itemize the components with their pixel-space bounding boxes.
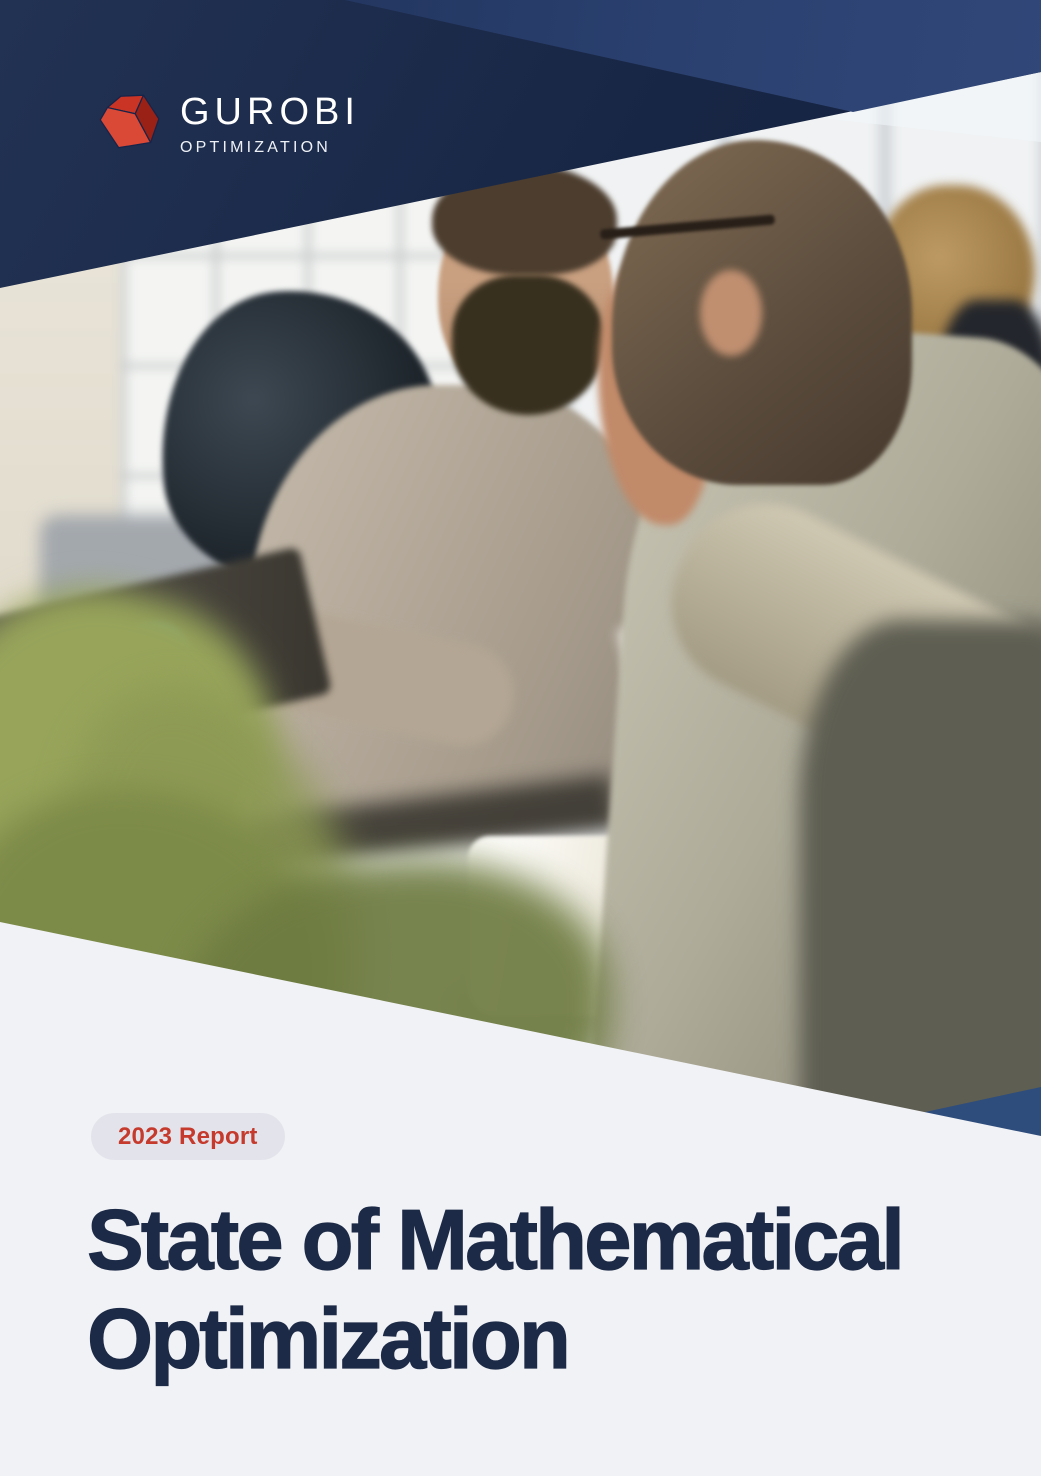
- gurobi-gem-icon: [92, 88, 164, 160]
- gurobi-logo: [92, 88, 360, 160]
- photo-person-right-shadow: [800, 620, 1041, 1140]
- brand-subtitle: OPTIMIZATION: [180, 139, 331, 156]
- badge-label: 2023 Report: [118, 1122, 258, 1150]
- brand-name: GUROBI: [180, 91, 360, 133]
- photo-person-left-beard: [452, 275, 604, 415]
- report-year-badge: [91, 1113, 285, 1160]
- photo-person-right-ear: [700, 270, 762, 356]
- title-line1: State of Mathematical: [87, 1193, 903, 1288]
- photo-person-right-hair: [612, 140, 912, 485]
- title-line2: Optimization: [87, 1292, 569, 1387]
- page-title: [87, 1191, 902, 1389]
